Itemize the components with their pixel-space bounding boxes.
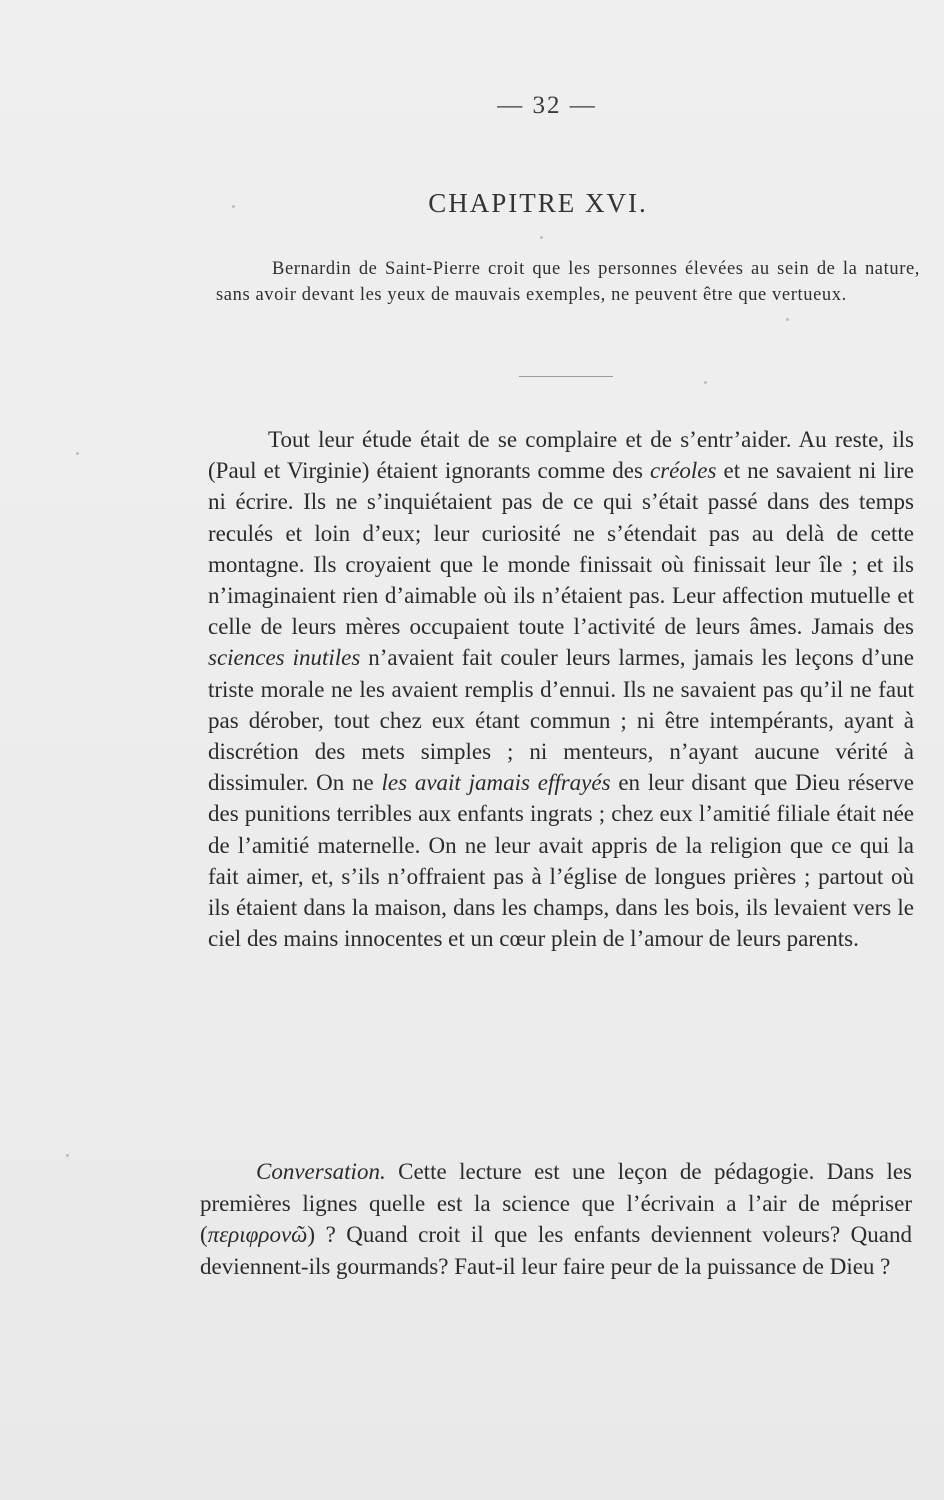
section-divider — [519, 376, 613, 377]
italic-phrase-effrayes: les avait jamais effrayés — [381, 770, 611, 796]
main-text — [208, 424, 914, 954]
italic-term-creoles: créoles — [650, 458, 717, 484]
chapter-title: CHAPITRE XVI. — [428, 188, 648, 218]
body-text-segment: et ne savaient ni lire ni écrire. Ils ne s’inquiétaient pas de ce qui s’était passé dans des temps reculés et loin d’eux; leur curiosité ne s’étendait pas au delà de cette montagne. Ils croyaient que le monde finissait où finissait leur île ; et ils n’imaginaient rien d’aimable où ils n’étaient pas. Leur affection mutuelle et celle de leurs mères occupaient toute l’activité de leurs âmes. Jamais des — [208, 458, 915, 640]
paper-speck — [66, 1154, 69, 1157]
body-text-segment: Tout leur étude était de se complaire et de s’entr’aider. Au reste, ils (Paul et Virginie) étaient ignorants comme des — [208, 427, 914, 484]
greek-word: περιφρονῶ — [207, 1222, 308, 1247]
conversation-text: ) ? Quand croit il que les enfants deviennent voleurs? Quand deviennent-ils gourmands? Faut-il leur faire peur de la puissance de Dieu ? — [200, 1222, 912, 1279]
conversation-label: Conversation. — [256, 1159, 386, 1184]
body-paragraph — [208, 424, 914, 954]
chapter-summary: Bernardin de Saint-Pierre croit que les personnes élevées au sein de la nature, sans avoir devant les yeux de mauvais exemples, ne peuvent être que vertueux. — [216, 259, 920, 305]
body-text-segment: n’avaient fait couler leurs larmes, jamais les leçons d’une triste morale ne les avaient remplis d’ennui. Ils ne savaient pas qu’il ne faut pas dérober, tout chez eux étant commun ; ni être intempérants, ayant à discrétion des mets simples ; ni menteurs, n’ayant aucune vérité à dissimuler. On ne — [208, 645, 914, 796]
italic-term-sciences-inutiles: sciences inutiles — [208, 645, 361, 671]
paper-speck — [540, 236, 543, 239]
conversation-paragraph — [200, 1156, 912, 1282]
paper-speck — [704, 381, 707, 384]
conversation-text: Cette lecture est une leçon de pédagogie. Dans les premières lignes quelle est la science que l’écrivain a l’air de mépriser ( — [200, 1159, 912, 1247]
body-text-segment: en leur disant que Dieu réserve des punitions terribles aux enfants ingrats ; chez eux l’amitié filiale était née de l’amitié maternelle. On ne leur avait appris de la religion que ce qui la fait aimer, et, s’ils n’offraient pas à l’église de longues prières ; partout où ils étaient dans la maison, dans les champs, dans les bois, ils levaient vers le ciel des mains innocentes et un cœur plein de l’amour de leurs parents. — [208, 770, 915, 952]
paper-speck — [76, 452, 79, 455]
page-number: — 32 — — [497, 92, 597, 119]
paper-speck — [786, 318, 789, 321]
